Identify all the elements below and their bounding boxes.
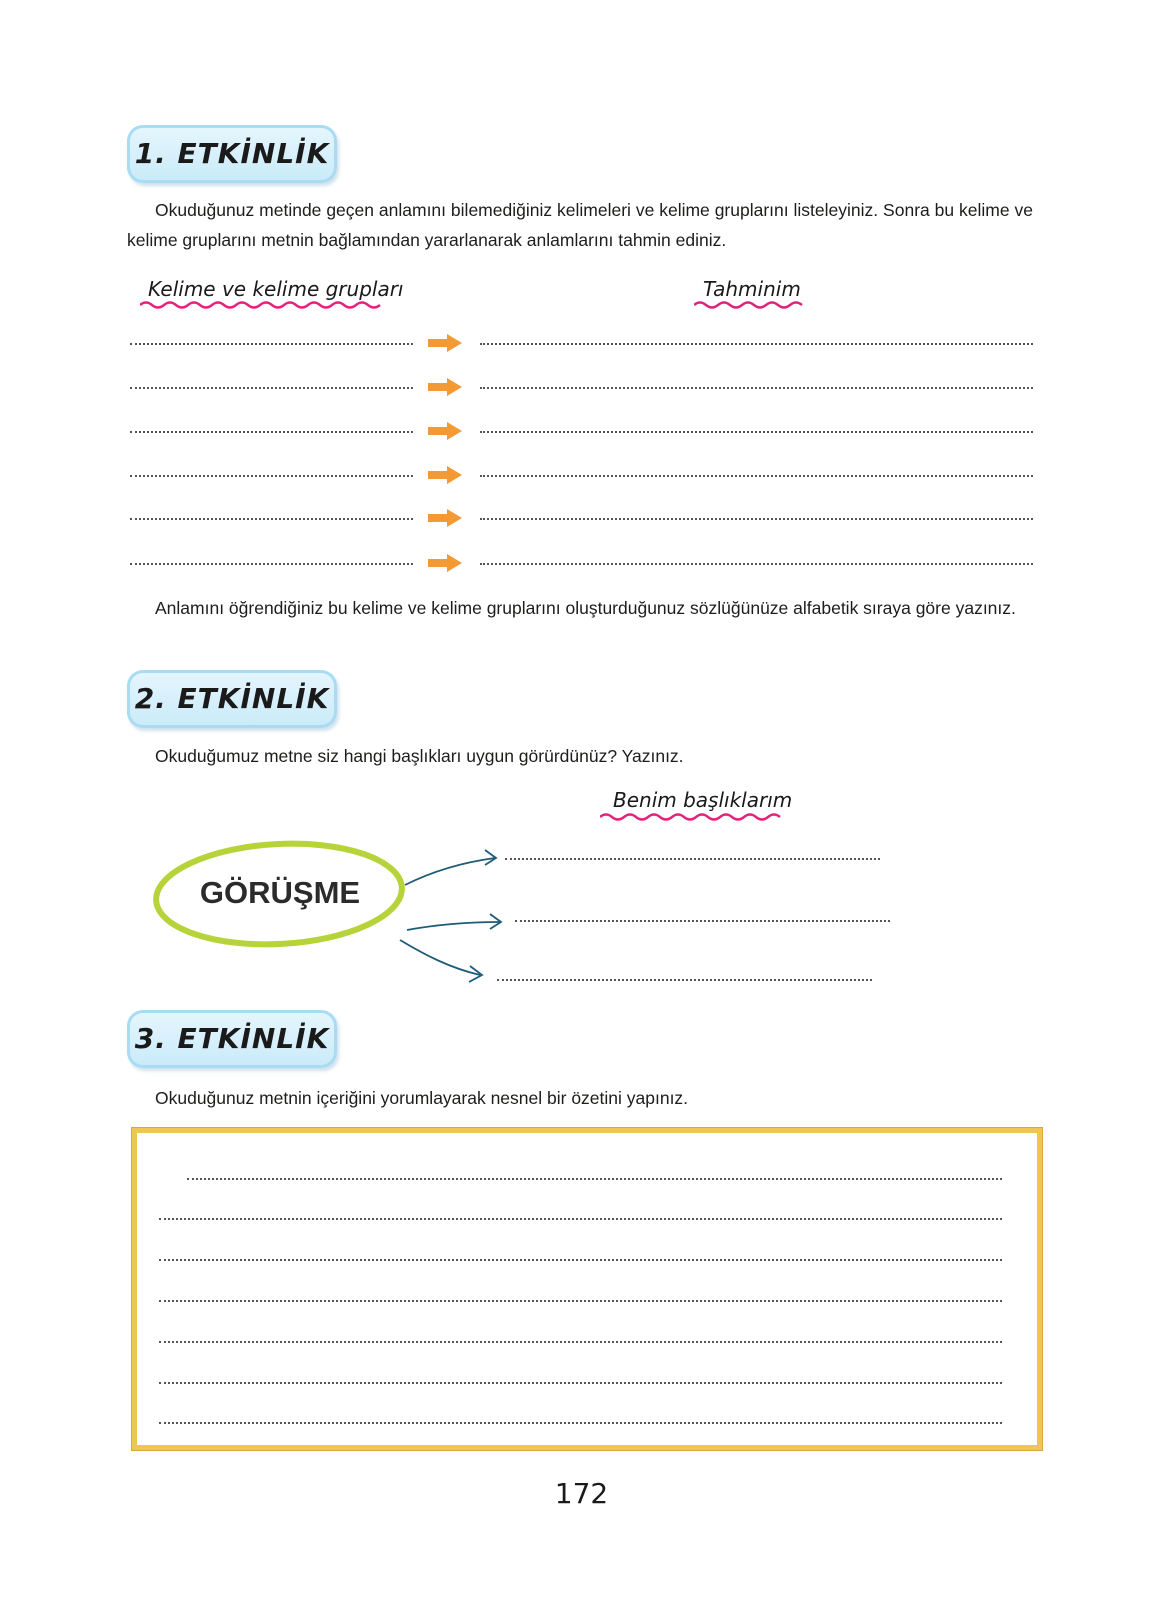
guess-field[interactable] <box>480 518 1033 520</box>
activity-1-followup: Anlamını öğrendiğiniz bu kelime ve kelime gruplarını oluşturduğunuz sözlüğünüze alfabetik sıraya göre yazınız. <box>155 598 1016 618</box>
activity-3-badge <box>127 1010 337 1068</box>
column-heading-words: Kelime ve kelime grupları <box>148 277 404 301</box>
summary-line[interactable] <box>159 1218 1002 1220</box>
summary-line[interactable] <box>159 1341 1002 1343</box>
arrow-right-icon <box>427 421 463 441</box>
activity-3-title: 3. ETKİNLİK <box>134 1022 330 1055</box>
page-number: 172 <box>554 1477 609 1510</box>
word-field[interactable] <box>130 343 413 345</box>
word-field[interactable] <box>130 431 413 433</box>
guess-field[interactable] <box>480 475 1033 477</box>
arrow-right-icon <box>427 465 463 485</box>
activity-2-instruction: Okuduğumuz metne siz hangi başlıkları uygun görürdünüz? Yazınız. <box>155 746 684 766</box>
title-field-1[interactable] <box>505 858 880 860</box>
titles-heading: Benim başlıklarım <box>613 788 793 812</box>
activity-3-instruction: Okuduğunuz metnin içeriğini yorumlayarak nesnel bir özetini yapınız. <box>155 1088 689 1108</box>
word-field[interactable] <box>130 475 413 477</box>
column-heading-guess: Tahminim <box>703 277 801 301</box>
column-heading-guess-underline <box>694 300 804 310</box>
summary-line[interactable] <box>187 1178 1002 1180</box>
word-field[interactable] <box>130 387 413 389</box>
title-field-2[interactable] <box>515 920 890 922</box>
activity-1-instruction: Okuduğunuz metinde geçen anlamını bilemediğiniz kelimeleri ve kelime gruplarını listeleyiniz. Sonra bu kelime ve kelime gruplarını metnin bağlamından yararlanarak anlamlarını tahmin ediniz. <box>127 200 1033 250</box>
connector-arrows <box>395 840 510 985</box>
guess-field[interactable] <box>480 431 1033 433</box>
activity-1-badge <box>127 125 337 183</box>
arrow-right-icon <box>427 508 463 528</box>
activity-2-badge <box>127 670 337 728</box>
guess-field[interactable] <box>480 343 1033 345</box>
summary-line[interactable] <box>159 1300 1002 1302</box>
summary-line[interactable] <box>159 1259 1002 1261</box>
guess-field[interactable] <box>480 563 1033 565</box>
summary-line[interactable] <box>159 1382 1002 1384</box>
title-field-3[interactable] <box>497 979 872 981</box>
titles-heading-underline <box>600 812 790 822</box>
topic-bubble-label: GÖRÜŞME <box>199 875 361 910</box>
arrow-right-icon <box>427 553 463 573</box>
guess-field[interactable] <box>480 387 1033 389</box>
word-field[interactable] <box>130 563 413 565</box>
arrow-right-icon <box>427 377 463 397</box>
column-heading-words-underline <box>140 300 390 310</box>
word-field[interactable] <box>130 518 413 520</box>
activity-1-title: 1. ETKİNLİK <box>134 137 330 170</box>
summary-line[interactable] <box>159 1422 1002 1424</box>
arrow-right-icon <box>427 333 463 353</box>
summary-box <box>132 1128 1042 1450</box>
activity-2-title: 2. ETKİNLİK <box>134 682 330 715</box>
